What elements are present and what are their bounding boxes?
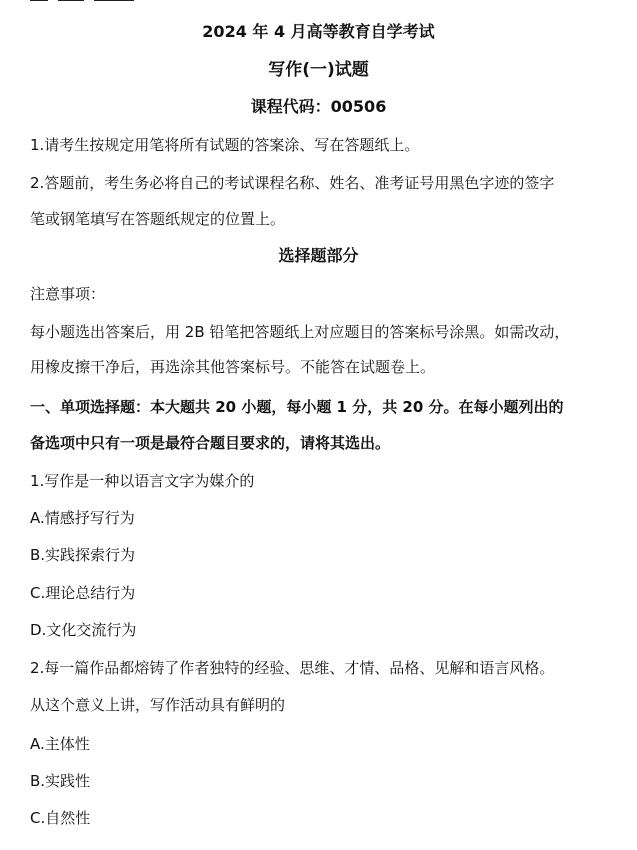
course-code: 课程代码：00506 — [250, 97, 387, 116]
instruction-1: 1.请考生按规定用笔将所有试题的答案涂、写在答题纸上。 — [30, 136, 420, 154]
exam-title: 2024 年 4 月高等教育自学考试 — [202, 22, 435, 41]
notice-line-2: 用橡皮擦干净后，再选涂其他答案标号。不能答在试题卷上。 — [30, 358, 436, 376]
part-one-heading-line-1: 一、单项选择题：本大题共 20 小题，每小题 1 分，共 20 分。在每小题列出的 — [30, 398, 564, 416]
question-1-option-c: C.理论总结行为 — [30, 584, 136, 602]
subject-title: 写作(一)试题 — [268, 60, 369, 80]
question-2-stem-line-1: 2.每一篇作品都熔铸了作者独特的经验、思维、才情、品格、见解和语言风格。 — [30, 659, 555, 677]
question-1-option-b: B.实践探索行为 — [30, 546, 136, 564]
instruction-2-line-2: 笔或钢笔填写在答题纸规定的位置上。 — [30, 210, 286, 228]
part-one-heading-line-2: 备选项中只有一项是最符合题目要求的，请将其选出。 — [30, 434, 391, 452]
question-2-option-c: C.自然性 — [30, 809, 91, 827]
question-2-stem-line-2: 从这个意义上讲，写作活动具有鲜明的 — [30, 696, 286, 714]
question-1-option-a: A.情感抒写行为 — [30, 509, 135, 527]
question-1-option-d: D.文化交流行为 — [30, 621, 137, 639]
instruction-2-line-1: 2.答题前，考生务必将自己的考试课程名称、姓名、准考证号用黑色字迹的签字 — [30, 174, 555, 192]
question-2-option-b: B.实践性 — [30, 772, 91, 790]
cropped-top-text — [30, 0, 160, 2]
question-2-option-a: A.主体性 — [30, 735, 90, 753]
notice-line-1: 每小题选出答案后，用 2B 铅笔把答题纸上对应题目的答案标号涂黑。如需改动， — [30, 323, 570, 341]
notice-label: 注意事项： — [30, 285, 106, 303]
question-1-stem: 1.写作是一种以语言文字为媒介的 — [30, 472, 255, 490]
section-title: 选择题部分 — [278, 246, 359, 265]
